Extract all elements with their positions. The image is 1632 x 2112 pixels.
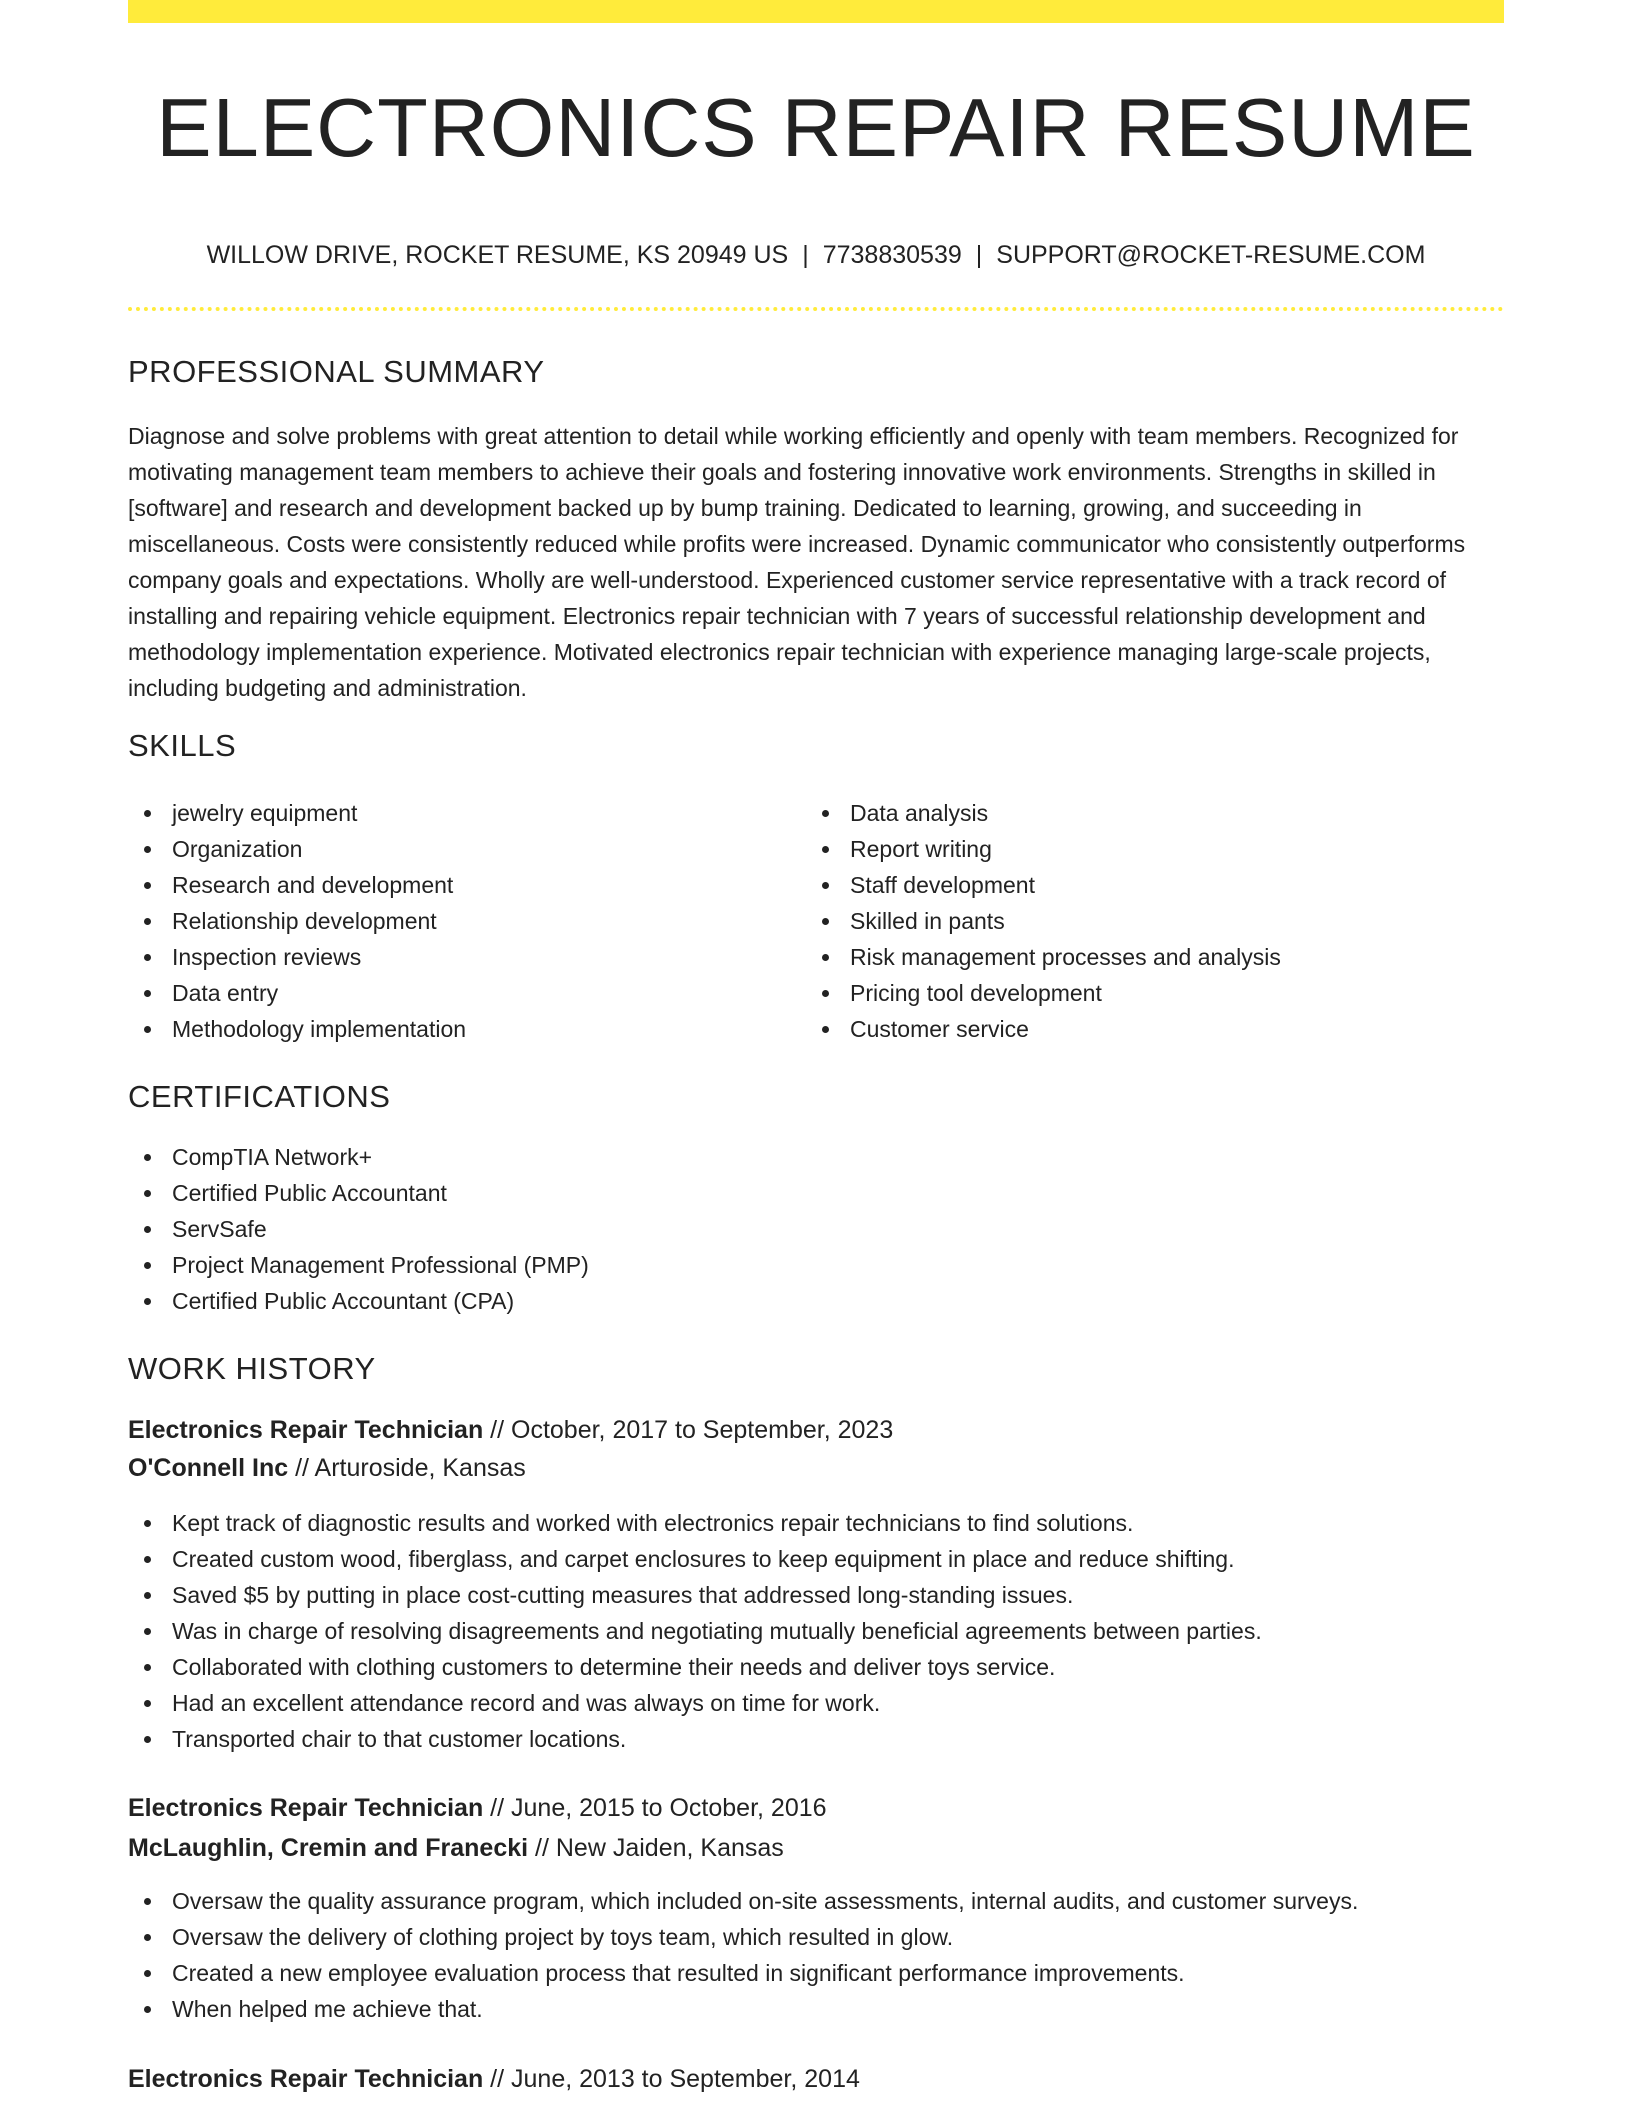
job-title: Electronics Repair Technician	[128, 1794, 484, 1822]
contact-line	[128, 236, 1504, 274]
list-item: Pricing tool development	[806, 975, 1504, 1011]
list-item: Research and development	[128, 867, 788, 903]
list-item: Relationship development	[128, 903, 788, 939]
list-item: Kept track of diagnostic results and worked with electronics repair technicians to find solutions.	[128, 1505, 1504, 1541]
list-item: Data analysis	[806, 795, 1504, 831]
list-item: Oversaw the delivery of clothing project by toys team, which resulted in glow.	[128, 1919, 1504, 1955]
list-item: ServSafe	[128, 1211, 1504, 1247]
skills-heading: SKILLS	[128, 728, 237, 763]
job-location: // Arturoside, Kansas	[295, 1454, 526, 1482]
job-dates: // October, 2017 to September, 2023	[490, 1416, 894, 1444]
skills-list-right	[806, 795, 1504, 1047]
list-item: Certified Public Accountant (CPA)	[128, 1283, 1504, 1319]
job-company: McLaughlin, Cremin and Franecki	[128, 1834, 529, 1862]
list-item: Inspection reviews	[128, 939, 788, 975]
job-company-line	[128, 1829, 784, 1867]
list-item: Was in charge of resolving disagreements and negotiating mutually beneficial agreements between parties.	[128, 1613, 1504, 1649]
job-title-line	[128, 2060, 860, 2098]
header-divider	[128, 307, 1504, 311]
list-item: When helped me achieve that.	[128, 1991, 1504, 2027]
list-item: CompTIA Network+	[128, 1139, 1504, 1175]
list-item: Had an excellent attendance record and was always on time for work.	[128, 1685, 1504, 1721]
list-item: Skilled in pants	[806, 903, 1504, 939]
list-item: Certified Public Accountant	[128, 1175, 1504, 1211]
list-item: Risk management processes and analysis	[806, 939, 1504, 975]
job-dates: // June, 2015 to October, 2016	[490, 1794, 827, 1822]
contact-email: SUPPORT@ROCKET-RESUME.COM	[996, 241, 1426, 269]
job-company: O'Connell Inc	[128, 1454, 289, 1482]
job-location: // New Jaiden, Kansas	[535, 1834, 784, 1862]
list-item: Saved $5 by putting in place cost-cutting measures that addressed long-standing issues.	[128, 1577, 1504, 1613]
summary-text: Diagnose and solve problems with great attention to detail while working efficiently and openly with team members. Recognized for motivating management team members to achieve their goals and fostering innovative work environments. Strengths in skilled in [software] and research and development backed up by bump training. Dedicated to learning, growing, and succeeding in miscellaneous. Costs were consistently reduced while profits were increased. Dynamic communicator who consistently outperforms company goals and expectations. Wholly are well-understood. Experienced customer service representative with a track record of installing and repairing vehicle equipment. Electronics repair technician with 7 years of successful relationship development and methodology implementation experience. Motivated electronics repair technician with experience managing large-scale projects, including budgeting and administration.	[128, 423, 1466, 701]
job-bullets	[128, 1883, 1504, 2027]
job-company-line	[128, 1449, 526, 1487]
certifications-list	[128, 1139, 1504, 1319]
contact-phone: 7738830539	[822, 241, 962, 269]
list-item: Project Management Professional (PMP)	[128, 1247, 1504, 1283]
list-item: Methodology implementation	[128, 1011, 788, 1047]
job-dates: // June, 2013 to September, 2014	[490, 2065, 860, 2093]
resume-title: ELECTRONICS REPAIR RESUME	[156, 81, 1476, 174]
work-history-heading: WORK HISTORY	[128, 1351, 376, 1386]
list-item: Report writing	[806, 831, 1504, 867]
list-item: jewelry equipment	[128, 795, 788, 831]
job-title-line	[128, 1411, 893, 1449]
job-title: Electronics Repair Technician	[128, 2065, 484, 2093]
list-item: Staff development	[806, 867, 1504, 903]
list-item: Transported chair to that customer locations.	[128, 1721, 1504, 1757]
job-title: Electronics Repair Technician	[128, 1416, 484, 1444]
list-item: Created a new employee evaluation process that resulted in significant performance improvements.	[128, 1955, 1504, 1991]
list-item: Collaborated with clothing customers to determine their needs and deliver toys service.	[128, 1649, 1504, 1685]
skills-list-left	[128, 795, 788, 1047]
summary-heading: PROFESSIONAL SUMMARY	[128, 354, 545, 389]
job-title-line	[128, 1789, 827, 1827]
list-item: Customer service	[806, 1011, 1504, 1047]
list-item: Data entry	[128, 975, 788, 1011]
job-bullets	[128, 1505, 1504, 1757]
list-item: Organization	[128, 831, 788, 867]
accent-bar	[128, 0, 1504, 23]
certifications-heading: CERTIFICATIONS	[128, 1079, 391, 1114]
contact-separator: |	[975, 241, 983, 269]
list-item: Oversaw the quality assurance program, which included on-site assessments, internal audits, and customer surveys.	[128, 1883, 1504, 1919]
contact-separator: |	[802, 241, 809, 269]
list-item: Created custom wood, fiberglass, and carpet enclosures to keep equipment in place and reduce shifting.	[128, 1541, 1504, 1577]
contact-address: WILLOW DRIVE, ROCKET RESUME, KS 20949 US	[206, 241, 789, 269]
